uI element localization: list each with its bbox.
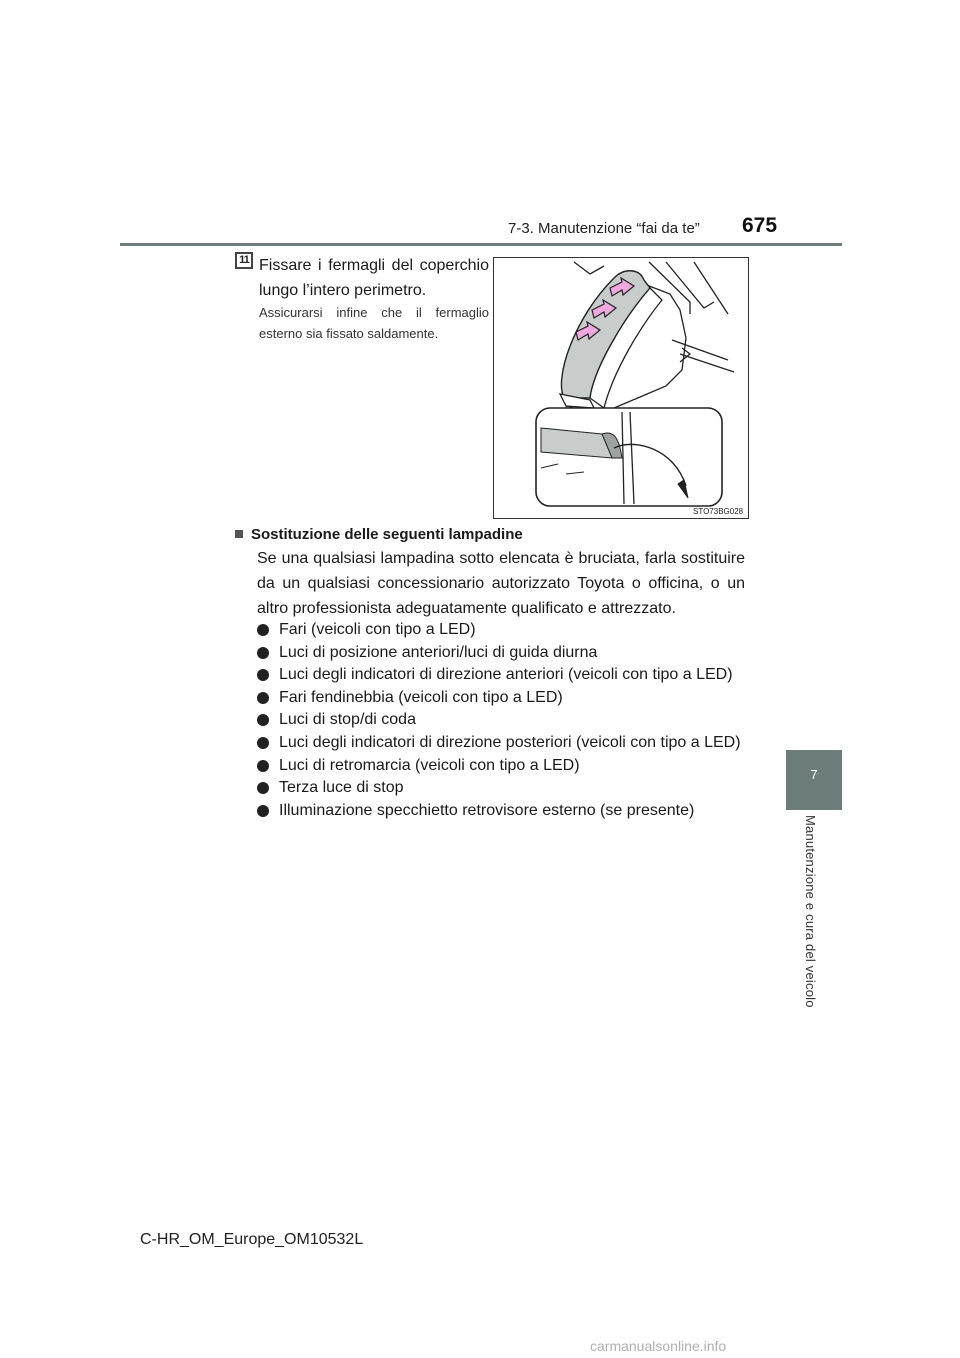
header-divider (120, 243, 842, 246)
step-number-badge: 11 (235, 252, 253, 269)
bullet-icon (257, 669, 269, 681)
square-bullet-icon (235, 530, 243, 538)
chapter-tab-title: Manutenzione e cura del veicolo (803, 815, 818, 1008)
bullet-icon (257, 624, 269, 636)
list-item: Luci degli indicatori di direzione anteriori (veicoli con tipo a LED) (257, 664, 757, 687)
mirror-cover-drawing (494, 258, 748, 518)
bullet-icon (257, 737, 269, 749)
section-paragraph: Se una qualsiasi lampadina sotto elencata è bruciata, farla sostituire da un qualsiasi concessionario autorizzato Toyota o officina, o un altro professionista adeguatamente qualificato e attrezzato. (257, 550, 745, 617)
list-item: Fari (veicoli con tipo a LED) (257, 619, 757, 642)
step-instruction: Fissare i fermagli del coperchio lungo l’intero perimetro. (259, 257, 489, 299)
step-note: Assicurarsi infine che il fermaglio esterno sia fissato saldamente. (259, 305, 489, 341)
bullet-icon (257, 805, 269, 817)
list-item: Luci di stop/di coda (257, 709, 757, 732)
bullet-icon (257, 647, 269, 659)
list-item: Fari fendinebbia (veicoli con tipo a LED) (257, 687, 757, 710)
header-section-title: 7-3. Manutenzione “fai da te” (508, 220, 700, 237)
section-title-text: Sostituzione delle seguenti lampadine (251, 526, 523, 543)
bulb-list (257, 619, 757, 822)
list-item: Terza luce di stop (257, 777, 757, 800)
list-item: Luci di posizione anteriori/luci di guida diurna (257, 642, 757, 665)
watermark-text: carmanualsonline.info (590, 1338, 727, 1354)
detail-inset (536, 408, 722, 506)
list-item: Illuminazione specchietto retrovisore esterno (se presente) (257, 800, 757, 823)
section-title (235, 526, 523, 543)
chapter-tab-number: 7 (810, 767, 818, 782)
bullet-icon (257, 714, 269, 726)
footer-model-code: C-HR_OM_Europe_OM10532L (140, 1231, 364, 1248)
bullet-icon (257, 782, 269, 794)
figure-code: STO73BG028 (693, 507, 744, 516)
bullet-icon (257, 692, 269, 704)
bullet-icon (257, 760, 269, 772)
page-number: 675 (742, 214, 778, 237)
list-item: Luci degli indicatori di direzione posteriori (veicoli con tipo a LED) (257, 732, 757, 755)
mirror-cover-illustration (493, 257, 749, 519)
list-item: Luci di retromarcia (veicoli con tipo a LED) (257, 755, 757, 778)
